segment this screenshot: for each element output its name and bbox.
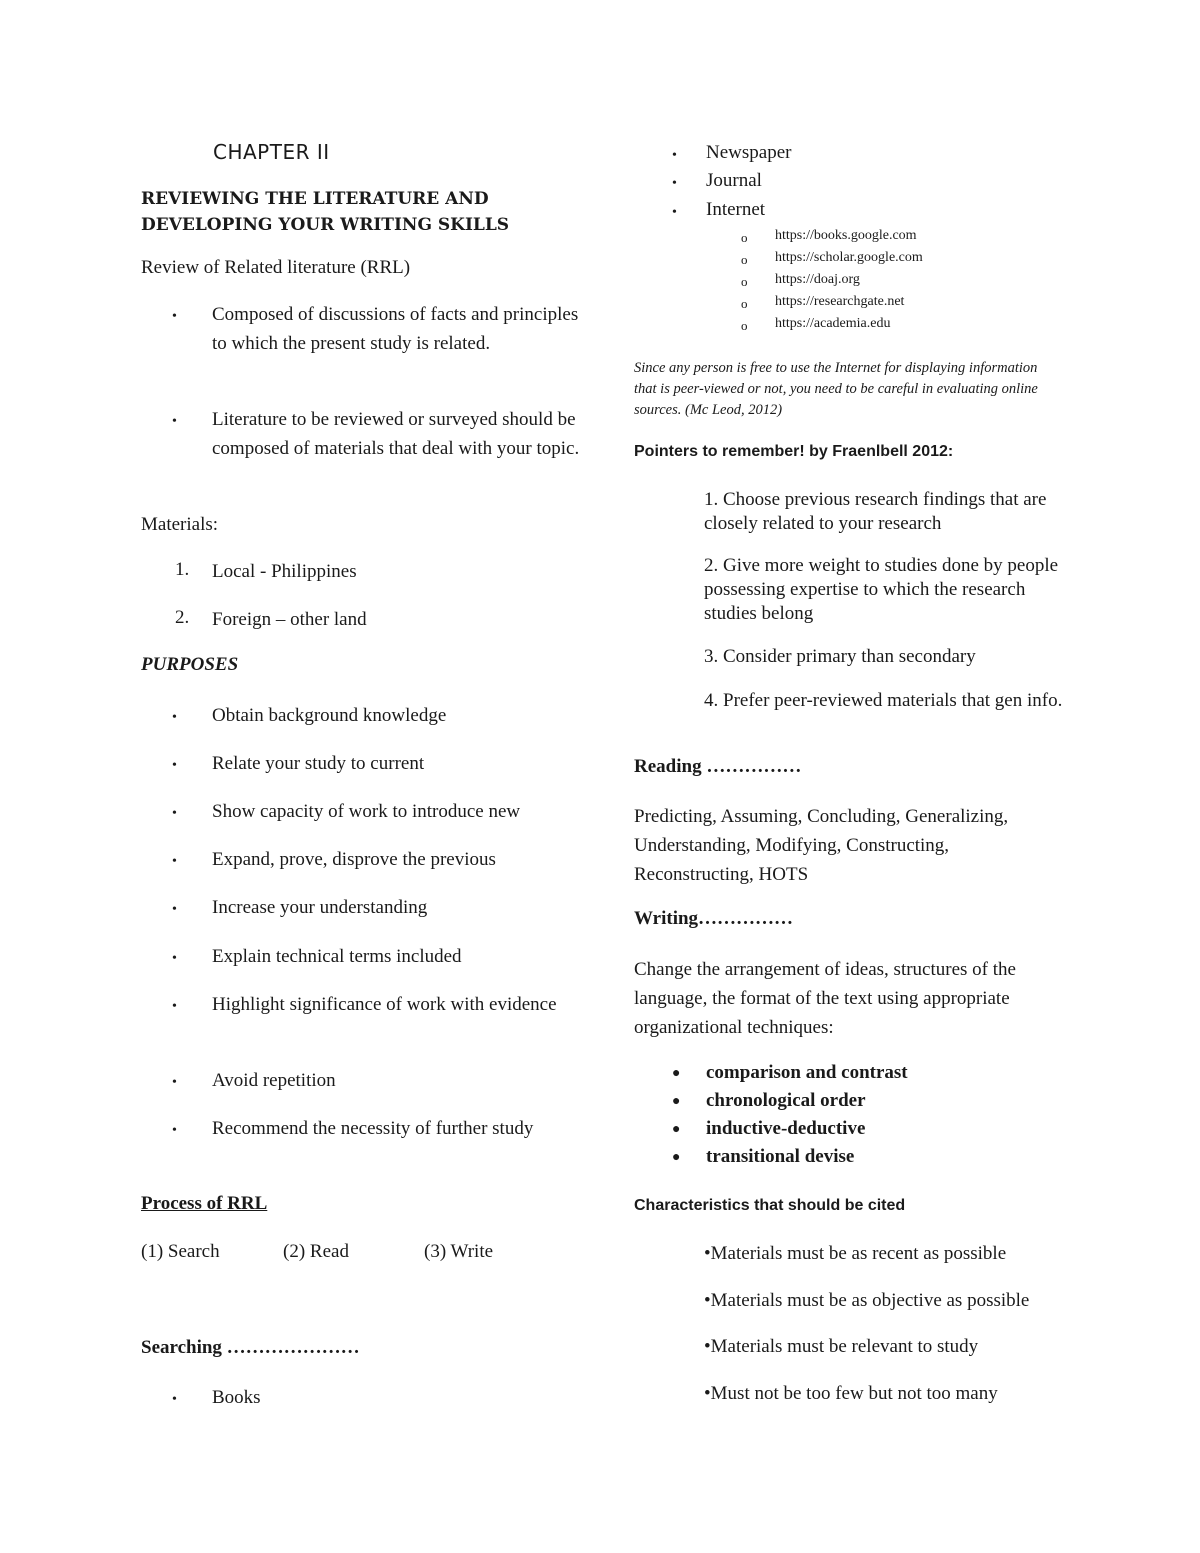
characteristic-item: •Materials must be as objective as possible	[704, 1290, 1030, 1311]
source-item: Internet	[706, 199, 766, 220]
url-link[interactable]: https://academia.edu	[775, 316, 891, 331]
internet-note: Since any person is free to use the Internet for displaying information that is peer-viewed or not, you need to be careful in evaluating online sources. (Mc Leod, 2012)	[634, 360, 1038, 418]
bullet-icon: •	[172, 1075, 177, 1090]
purpose-item: Avoid repetition	[212, 1070, 336, 1091]
source-item: Newspaper	[706, 142, 792, 163]
characteristic-item: •Materials must be relevant to study	[704, 1336, 979, 1357]
bullet-icon: •	[172, 414, 177, 429]
writing-heading: Writing……………	[634, 908, 794, 929]
bullet-icon: •	[672, 205, 677, 220]
technique-item: inductive-deductive	[706, 1118, 866, 1139]
reading-text: Predicting, Assuming, Concluding, Generalizing, Understanding, Modifying, Constructing, Reconstructing, HOTS	[634, 806, 1009, 885]
bullet-icon: •	[172, 806, 177, 821]
bullet-icon: •	[172, 710, 177, 725]
bullet-icon: •	[172, 902, 177, 917]
circle-bullet-icon: o	[741, 274, 748, 289]
process-step-read: (2) Read	[283, 1241, 349, 1262]
bullet-icon: ●	[672, 1066, 681, 1081]
chapter-heading: CHAPTER II	[213, 140, 330, 164]
circle-bullet-icon: o	[741, 296, 748, 311]
rrl-heading: Review of Related literature (RRL)	[141, 257, 411, 278]
bullet-icon: •	[172, 1123, 177, 1138]
chapter-title-line-1: REVIEWING THE LITERATURE AND	[141, 189, 489, 209]
bullet-icon: •	[172, 758, 177, 773]
rrl-point: Composed of discussions of facts and principles to which the present study is related.	[212, 304, 579, 354]
chapter-title-line-2: DEVELOPING YOUR WRITING SKILLS	[141, 215, 510, 235]
purpose-item: Show capacity of work to introduce new	[212, 801, 521, 822]
circle-bullet-icon: o	[741, 230, 748, 245]
circle-bullet-icon: o	[741, 318, 748, 333]
material-item: Foreign – other land	[212, 609, 367, 630]
purpose-item: Highlight significance of work with evidence	[212, 994, 557, 1015]
purpose-item: Explain technical terms included	[212, 946, 462, 967]
technique-item: transitional devise	[706, 1146, 855, 1167]
bullet-icon: •	[172, 1392, 177, 1407]
circle-bullet-icon: o	[741, 252, 748, 267]
characteristic-item: •Materials must be as recent as possible	[704, 1243, 1007, 1264]
source-item: Books	[212, 1387, 261, 1408]
pointer-item: 4. Prefer peer-reviewed materials that gen info.	[704, 690, 1063, 711]
chapter-title	[141, 186, 581, 238]
process-step-write: (3) Write	[424, 1241, 494, 1262]
process-step-search: (1) Search	[141, 1241, 220, 1262]
pointer-item: 2. Give more weight to studies done by people possessing expertise to which the research studies belong	[704, 555, 1059, 624]
bullet-icon: •	[172, 854, 177, 869]
rrl-point: Literature to be reviewed or surveyed should be composed of materials that deal with your topic.	[212, 409, 580, 459]
pointer-item: 1. Choose previous research findings that are closely related to your research	[704, 489, 1047, 534]
purpose-item: Expand, prove, disprove the previous	[212, 849, 496, 870]
characteristic-item: •Must not be too few but not too many	[704, 1383, 998, 1404]
bullet-icon: •	[172, 951, 177, 966]
technique-item: comparison and contrast	[706, 1062, 908, 1083]
bullet-icon: ●	[672, 1150, 681, 1165]
bullet-icon: ●	[672, 1094, 681, 1109]
bullet-icon: •	[672, 148, 677, 163]
materials-label: Materials:	[141, 514, 219, 535]
process-heading: Process of RRL	[141, 1193, 268, 1214]
list-number: 1.	[175, 559, 190, 580]
bullet-icon: •	[172, 999, 177, 1014]
url-link[interactable]: https://scholar.google.com	[775, 250, 923, 265]
bullet-icon: •	[172, 309, 177, 324]
technique-item: chronological order	[706, 1090, 866, 1111]
searching-heading: Searching …………………	[141, 1337, 360, 1358]
pointers-heading: Pointers to remember! by Fraenlbell 2012:	[634, 443, 954, 460]
purpose-item: Increase your understanding	[212, 897, 428, 918]
material-item: Local - Philippines	[212, 561, 357, 582]
purpose-item: Obtain background knowledge	[212, 705, 447, 726]
pointer-item: 3. Consider primary than secondary	[704, 646, 976, 667]
purpose-item: Relate your study to current	[212, 753, 425, 774]
url-link[interactable]: https://books.google.com	[775, 228, 917, 243]
url-link[interactable]: https://doaj.org	[775, 272, 860, 287]
url-link[interactable]: https://researchgate.net	[775, 294, 905, 309]
bullet-icon: ●	[672, 1122, 681, 1137]
characteristics-heading: Characteristics that should be cited	[634, 1197, 906, 1214]
list-number: 2.	[175, 607, 190, 628]
purpose-item: Recommend the necessity of further study	[212, 1118, 534, 1139]
purposes-heading: PURPOSES	[141, 654, 239, 675]
bullet-icon: •	[672, 176, 677, 191]
writing-text: Change the arrangement of ideas, structures of the language, the format of the text using appropriate organizational techniques:	[634, 959, 1016, 1038]
source-item: Journal	[706, 170, 762, 191]
reading-heading: Reading ……………	[634, 756, 802, 777]
